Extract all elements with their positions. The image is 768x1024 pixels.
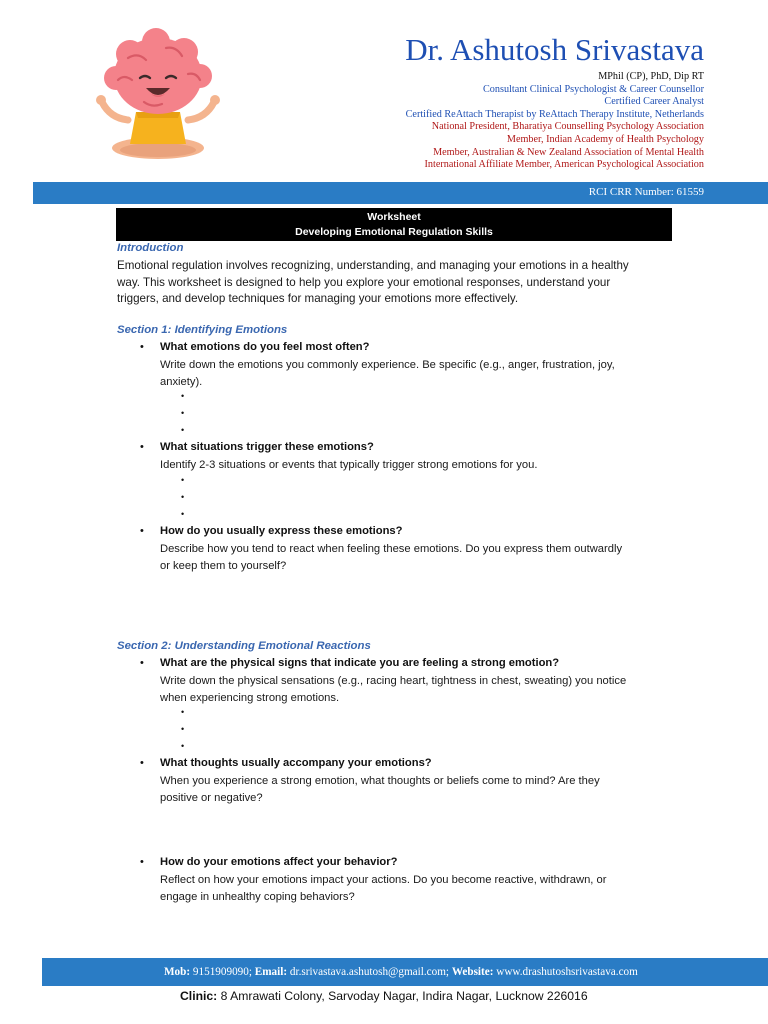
question-desc <box>160 773 600 806</box>
desc-line: When you experience a strong emotion, what thoughts or beliefs come to mind? Are they <box>160 775 600 787</box>
question-desc <box>160 357 615 390</box>
answer-bullet: • <box>181 425 185 435</box>
rci-bar <box>33 182 768 204</box>
mob-value: 9151909090; <box>192 966 252 978</box>
bullet: • <box>140 657 144 669</box>
desc-line: Write down the emotions you commonly experience. Be specific (e.g., anger, frustration, joy, <box>160 359 615 371</box>
desc-line: or keep them to yourself? <box>160 559 287 572</box>
credential-line: Member, Australian & New Zealand Association of Mental Health <box>433 146 704 158</box>
clinic-value: 8 Amrawati Colony, Sarvoday Nagar, Indira Nagar, Lucknow 226016 <box>220 989 588 1003</box>
answer-bullet: • <box>181 492 185 502</box>
desc-line: Write down the physical sensations (e.g., racing heart, tightness in chest, sweating) you notice <box>160 675 627 687</box>
intro-heading: Introduction <box>117 242 184 254</box>
rci-number: RCI CRR Number: 61559 <box>588 186 704 198</box>
mob-label: Mob: <box>164 966 191 978</box>
website-label: Website: <box>451 966 494 978</box>
bullet: • <box>140 757 144 769</box>
section1-heading: Section 1: Identifying Emotions <box>117 324 288 336</box>
question-desc <box>160 673 626 706</box>
worksheet-banner <box>116 208 672 241</box>
question-title: What are the physical signs that indicate you are feeling a strong emotion? <box>160 657 560 669</box>
question-desc <box>160 457 537 474</box>
desc-line: Identify 2-3 situations or events that typically trigger strong emotions for you. <box>160 459 538 471</box>
credential-line: Consultant Clinical Psychologist & Career Counsellor <box>483 83 704 95</box>
question-desc <box>160 541 622 574</box>
answer-bullet: • <box>181 391 185 401</box>
credential-line: Member, Indian Academy of Health Psychology <box>506 133 704 145</box>
meditating-brain-icon <box>88 28 228 168</box>
question-desc <box>160 872 606 905</box>
banner-line-2: Developing Emotional Regulation Skills <box>295 226 493 238</box>
email-link[interactable]: dr.srivastava.ashutosh@gmail.com; <box>289 966 450 978</box>
bullet: • <box>140 525 144 537</box>
credentials-block <box>406 71 704 172</box>
answer-bullet: • <box>181 509 185 519</box>
banner-line-1: Worksheet <box>367 211 421 223</box>
footer-contact-bar <box>42 958 768 986</box>
question-title: What situations trigger these emotions? <box>160 441 374 453</box>
bullet: • <box>140 341 144 353</box>
question-title: What thoughts usually accompany your emotions? <box>160 757 432 769</box>
website-link[interactable]: www.drashutoshsrivastava.com <box>496 966 638 978</box>
answer-bullet: • <box>181 408 185 418</box>
question-title: How do your emotions affect your behavior? <box>160 856 398 868</box>
answer-bullet: • <box>181 475 185 485</box>
credential-line: International Affiliate Member, American Psychological Association <box>424 159 704 171</box>
answer-bullet: • <box>181 707 185 717</box>
desc-line: Describe how you tend to react when feeling these emotions. Do you express them outwardly <box>160 543 623 555</box>
clinic-label: Clinic: <box>180 989 218 1003</box>
email-label: Email: <box>254 966 288 978</box>
credential-line: MPhil (CP), PhD, Dip RT <box>598 71 704 82</box>
desc-line: engage in unhealthy coping behaviors? <box>160 890 355 903</box>
desc-line: when experiencing strong emotions. <box>160 691 340 704</box>
section2-heading: Section 2: Understanding Emotional Reactions <box>117 640 371 652</box>
desc-line: positive or negative? <box>160 791 263 804</box>
intro-line: Emotional regulation involves recognizing, understanding, and managing your emotions in a healthy <box>117 259 629 272</box>
credential-line: National President, Bharatiya Counselling Psychology Association <box>431 121 704 133</box>
credential-line: Certified ReAttach Therapist by ReAttach Therapy Institute, Netherlands <box>405 108 704 120</box>
intro-line: way. This worksheet is designed to help you explore your emotional responses, understand your <box>117 275 611 289</box>
desc-line: Reflect on how your emotions impact your actions. Do you become reactive, withdrawn, or <box>160 874 607 886</box>
bullet: • <box>140 856 144 868</box>
intro-text <box>117 258 629 308</box>
doctor-name: Dr. Ashutosh Srivastava <box>405 32 704 67</box>
contact-line <box>164 966 638 978</box>
clinic-address <box>180 989 588 1003</box>
bullet: • <box>140 441 144 453</box>
answer-bullet: • <box>181 724 185 734</box>
question-title: How do you usually express these emotions? <box>160 525 403 537</box>
intro-line: triggers, and develop techniques for managing your emotions more effectively. <box>117 292 519 305</box>
credential-line: Certified Career Analyst <box>604 96 704 108</box>
answer-bullet: • <box>181 741 185 751</box>
question-title: What emotions do you feel most often? <box>160 341 370 353</box>
desc-line: anxiety). <box>160 375 203 388</box>
